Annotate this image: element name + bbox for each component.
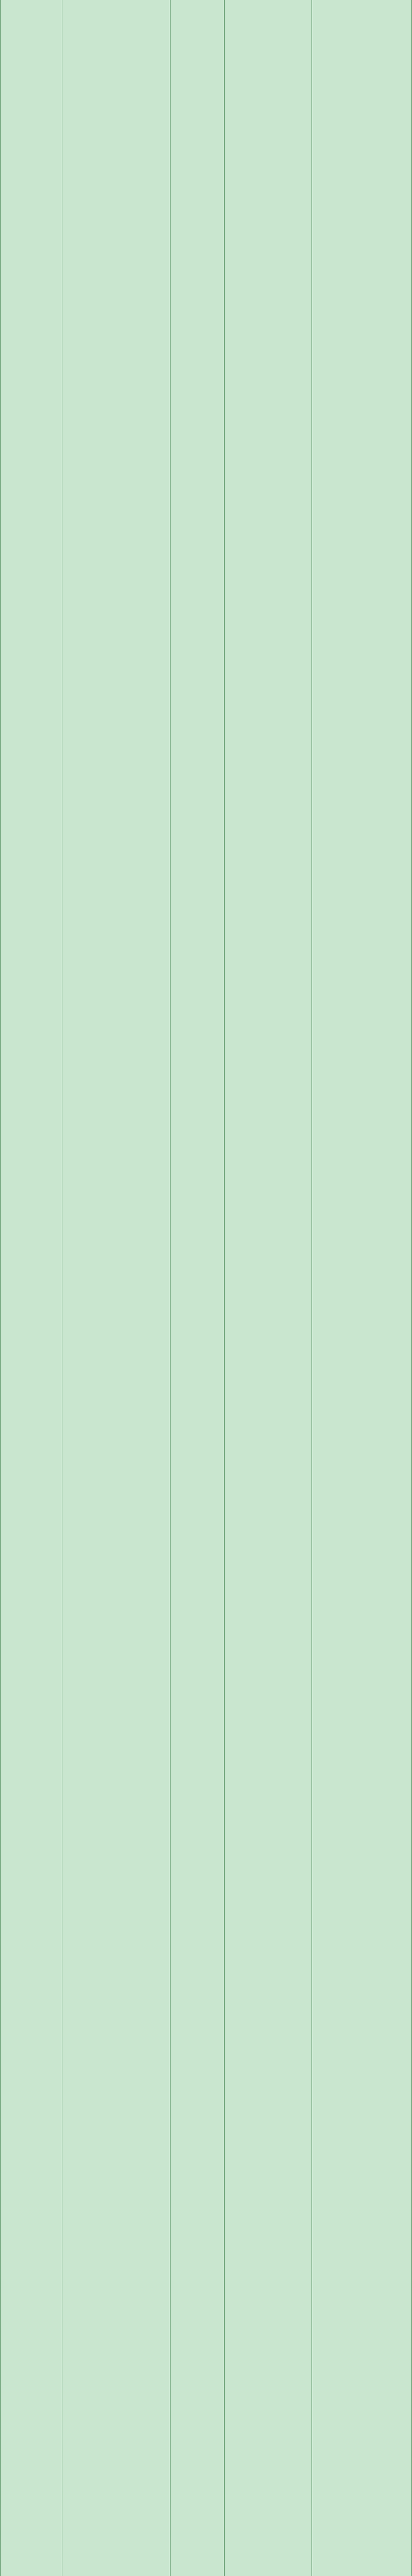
grid-vline	[224, 0, 225, 2576]
grid-vline	[0, 0, 1, 2576]
